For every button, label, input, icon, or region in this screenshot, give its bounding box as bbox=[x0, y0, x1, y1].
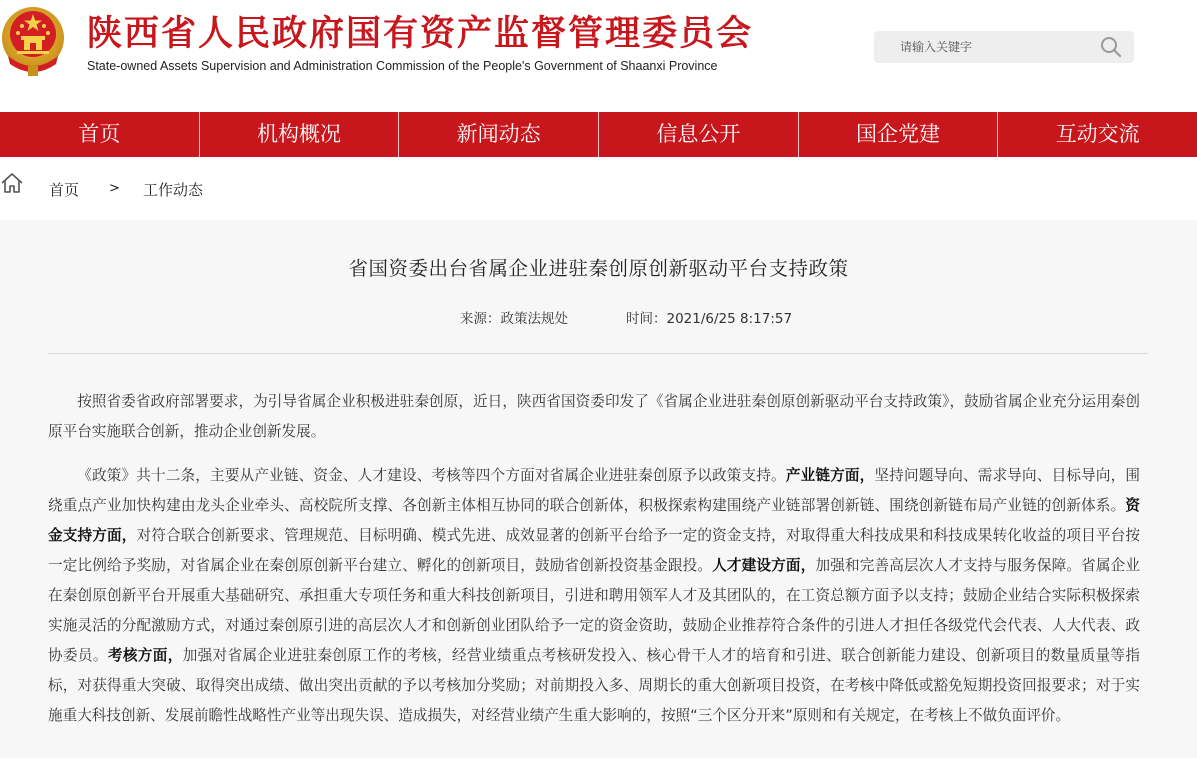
industry-chain-heading: 产业链方面， bbox=[785, 467, 875, 484]
breadcrumb-current-link[interactable]: 工作动态 bbox=[143, 181, 204, 199]
funding-text: 对符合联合创新要求、管理规范、目标明确、模式先进、成效显著的创新平台给予一定的资金支持，对取得重大科技成果和科技成果转化收益的项目平台按一定比例给予奖励，对省属企业在秦创原创新平台建立、孵化的创新项目，鼓励省创新投资基金跟投。 bbox=[48, 527, 1140, 574]
industry-chain-text: 坚持问题导向、需求导向、目标导向，围绕重点产业加快构建由龙头企业牵头、高校院所支撑、各创新主体相互协同的联合创新体，积极探索构建围绕产业链部署创新链、围绕创新链布局产业链的创新体系。 bbox=[48, 467, 1140, 514]
magnifier-icon[interactable] bbox=[1100, 36, 1122, 58]
talent-text: 加强和完善高层次人才支持与服务保障。省属企业在秦创原创新平台开展重大基础研究、承担重大专项任务和重大科技创新项目，引进和聘用领军人才及其团队的，在工资总额方面予以支持；鼓励企业结合实际积极探索实施灵活的分配激励方式，对通过秦创原引进的高层次人才和创新创业团队给予一定的资金资助，鼓励企业推荐符合条件的引进人才担任各级党代会代表、人大代表、政协委员。 bbox=[48, 557, 1140, 664]
nav-item-info-disclosure[interactable]: 信息公开 bbox=[599, 112, 799, 157]
nav-item-about[interactable]: 机构概况 bbox=[200, 112, 400, 157]
paragraph-policy bbox=[48, 461, 1140, 731]
breadcrumb-home-link[interactable]: 首页 bbox=[49, 181, 80, 199]
nav-item-news[interactable]: 新闻动态 bbox=[399, 112, 599, 157]
article-body bbox=[48, 387, 1140, 745]
site-header bbox=[0, 0, 1197, 112]
search-box bbox=[874, 31, 1134, 63]
nav-item-interaction[interactable]: 互动交流 bbox=[1055, 122, 1140, 146]
article-time: 时间：2021/6/25 8:17:57 bbox=[626, 311, 793, 327]
assessment-heading: 考核方面， bbox=[107, 647, 183, 664]
site-subtitle: State-owned Assets Supervision and Administration Commission of the People's Government of Shaanxi Province bbox=[87, 59, 718, 73]
article-title: 省国资委出台省属企业进驻秦创原创新驱动平台支持政策 bbox=[348, 257, 849, 280]
nav-item-party-building[interactable]: 国企党建 bbox=[799, 112, 999, 157]
breadcrumb-separator: > bbox=[109, 181, 120, 196]
article-source: 来源：政策法规处 bbox=[460, 311, 568, 327]
breadcrumb bbox=[0, 157, 1197, 220]
national-emblem-icon[interactable] bbox=[0, 4, 66, 78]
funding-heading: 资金支持方面， bbox=[48, 497, 1140, 544]
talent-heading: 人才建设方面， bbox=[712, 557, 816, 574]
home-icon[interactable] bbox=[0, 171, 24, 195]
article-container bbox=[0, 220, 1197, 758]
search-input[interactable] bbox=[874, 31, 1094, 63]
main-nav bbox=[0, 112, 1197, 157]
site-title[interactable]: 陕西省人民政府国有资产监督管理委员会 bbox=[87, 14, 754, 54]
nav-item-home[interactable]: 首页 bbox=[0, 112, 200, 157]
policy-summary-text: 《政策》共十二条，主要从产业链、资金、人才建设、考核等四个方面对省属企业进驻秦创原予以政策支持。 bbox=[77, 467, 786, 484]
divider bbox=[48, 353, 1148, 354]
assessment-text: 加强对省属企业进驻秦创原工作的考核，经营业绩重点考核研发投入、核心骨干人才的培育和引进、联合创新能力建设、创新项目的数量质量等指标，对获得重大突破、取得突出成绩、做出突出贡献的予以考核加分奖励；对前期投入多、周期长的重大创新项目投资，在考核中降低或豁免短期投资回报要求；对于实施重大科技创新、发展前瞻性战略性产业等出现失误、造成损失，对经营业绩产生重大影响的，按照“三个区分开来”原则和有关规定，在考核上不做负面评价。 bbox=[48, 647, 1140, 724]
paragraph-intro: 按照省委省政府部署要求，为引导省属企业积极进驻秦创原，近日，陕西省国资委印发了《省属企业进驻秦创原创新驱动平台支持政策》，鼓励省属企业充分运用秦创原平台实施联合创新，推动企业创新发展。 bbox=[48, 393, 1140, 440]
